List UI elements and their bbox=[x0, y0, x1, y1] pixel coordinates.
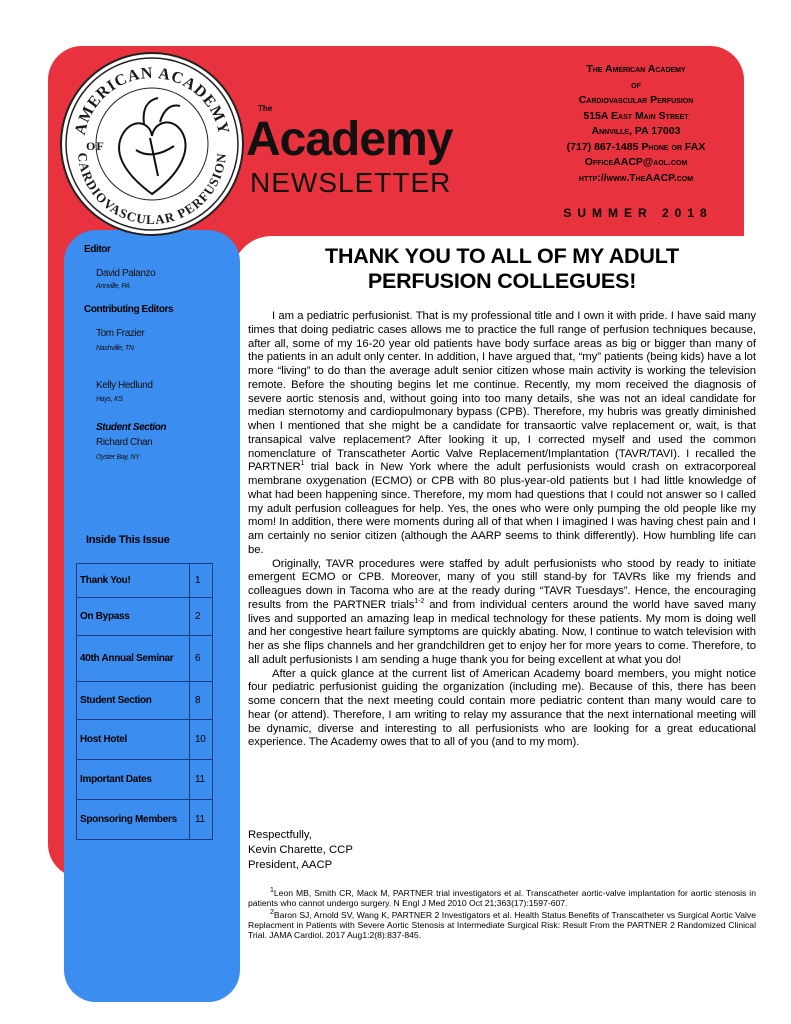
address-city: Annville, PA 17003 bbox=[591, 125, 681, 137]
seal-bottom-text: CARDIOVASCULAR PERFUSION bbox=[74, 151, 230, 228]
signoff-closing: Respectfully, bbox=[248, 829, 312, 841]
signature-block bbox=[248, 828, 353, 873]
student-section-heading: Student Section bbox=[96, 422, 167, 433]
toc-label[interactable]: On Bypass bbox=[77, 598, 190, 636]
student-editor-location: Oyster Bay, NY bbox=[96, 454, 140, 461]
table-of-contents bbox=[76, 563, 213, 840]
address-website: http://www.TheAACP.com bbox=[578, 171, 694, 184]
article-paragraph bbox=[248, 558, 756, 668]
toc-page: 10 bbox=[190, 720, 213, 760]
contributor-location: Nashville, TN bbox=[96, 345, 134, 352]
footnote bbox=[248, 888, 756, 908]
masthead-academy-title: Academy bbox=[246, 113, 453, 166]
toc-row[interactable] bbox=[77, 564, 213, 598]
heart-illustration bbox=[119, 98, 185, 194]
toc-row[interactable] bbox=[77, 682, 213, 720]
address-line-1: The American Academy bbox=[586, 63, 686, 75]
contributor-name: Kelly Hedlund bbox=[96, 380, 153, 391]
issue-season: SUMMER 2018 bbox=[563, 206, 713, 220]
paragraph-text: Originally, TAVR procedures were staffed by adult perfusionists who stood by ready to initiate emergent ECMO or CPB. Moreover, many of you still stand-by for TAVRs like my friends and colleagues down in Tacoma who are at the ready during “TAVR Tuesdays”. Hence, the encouraging results from the PARTNER trials bbox=[248, 557, 756, 611]
address-line-2: of bbox=[631, 78, 641, 91]
article-title bbox=[270, 244, 734, 294]
seal-top-text: AMERICAN ACADEMY bbox=[71, 64, 233, 137]
footnote-number: 2 bbox=[270, 909, 274, 917]
paragraph-text: I am a pediatric perfusionist. That is my professional title and I own it with pride. I have said many times that doing pediatric cases allows me to practice the full range of perfusion techniques because, after all, some of my 16-20 year old patients have body surface areas as big or bigger than many of the patients in an adult only center. In addition, I have argued that, “my” patients (being kids) have a lot more “living” to do than the average adult senior citizen whose main activity is working the television remote. Before the shouting begins let me continue. Recently, my mom received the diagnosis of severe aortic stenosis and, without going into too many details, she was not an ideal candidate for median sternotomy and cardiopulmonary bypass (CPB). Therefore, my hubris was greatly diminished when I mentioned that she might be a candidate for transaortic valve replacement or, wait, is that transapical valve replacement? After looking it up, I corrected myself and used the common nomenclature of Transcatheter Aortic Valve Replacement/Implantation (TAVR/TAVI). I recalled the PARTNER bbox=[248, 310, 756, 474]
organization-address-block bbox=[536, 62, 736, 186]
contributor-name: Tom Frazier bbox=[96, 328, 145, 339]
toc-label[interactable]: Sponsoring Members bbox=[77, 800, 190, 840]
toc-label[interactable]: Important Dates bbox=[77, 760, 190, 800]
contributor-location: Hays, KS bbox=[96, 396, 123, 403]
address-line-3: Cardiovascular Perfusion bbox=[578, 94, 694, 106]
address-phone: (717) 867-1485 Phone or FAX bbox=[566, 140, 706, 153]
address-email: OfficeAACP@aol.com bbox=[584, 156, 688, 168]
address-street: 515A East Main Street bbox=[583, 109, 689, 122]
toc-page: 8 bbox=[190, 682, 213, 720]
toc-label[interactable]: Student Section bbox=[77, 682, 190, 720]
inside-this-issue-heading: Inside This Issue bbox=[86, 534, 170, 546]
article-body bbox=[248, 310, 756, 750]
article-paragraph: After a quick glance at the current list of American Academy board members, you might notice four pediatric perfusionist guiding the organization (including me). Because of this, there has been some concern that the next meeting could contain more pediatric content than many would care to hear (or attend). Therefore, I am writing to relay my assurance that the next international meeting will be dynamic, diverse and interesting to all perfusionists who are looking for a great educational experience. The Academy owes that to all of you (and to my mom). bbox=[248, 667, 756, 749]
academy-seal-logo bbox=[60, 52, 244, 236]
toc-row[interactable] bbox=[77, 636, 213, 682]
toc-page: 6 bbox=[190, 636, 213, 682]
editor-location: Annville, PA bbox=[96, 283, 130, 290]
toc-page: 1 bbox=[190, 564, 213, 598]
toc-page: 2 bbox=[190, 598, 213, 636]
paragraph-text: trial back in New York where the adult perfusionists would crash on extracorporeal membrane oxygenation (ECMO) or CPB with 80 plus-year-old patients but I had little knowledge of what had been happening since. Therefore, my mom had questions that I could not answer so I called my adult perfusion colleagues for help. Yes, the ones who were only pumping the old people like my mom! In addition, there were moments during all of that when I imagined I was having chest pain and I am certainly no senior citizen (although the AARP seems to think differently). How humbling life can be. bbox=[248, 461, 756, 556]
contributing-editors-heading: Contributing Editors bbox=[84, 304, 174, 315]
footnote bbox=[248, 910, 756, 940]
toc-label[interactable]: Thank You! bbox=[77, 564, 190, 598]
toc-row[interactable] bbox=[77, 760, 213, 800]
article-title-line: THANK YOU TO ALL OF MY ADULT bbox=[325, 244, 679, 268]
footnotes bbox=[248, 888, 756, 942]
toc-row[interactable] bbox=[77, 720, 213, 760]
toc-row[interactable] bbox=[77, 800, 213, 840]
toc-page: 11 bbox=[190, 760, 213, 800]
seal-of-text: OF bbox=[86, 139, 105, 153]
signoff-name: Kevin Charette, CCP bbox=[248, 844, 353, 856]
masthead-newsletter-title: NEWSLETTER bbox=[250, 167, 452, 198]
toc-label[interactable]: Host Hotel bbox=[77, 720, 190, 760]
toc-label[interactable]: 40th Annual Seminar bbox=[77, 636, 190, 682]
seal-graphic bbox=[62, 54, 242, 234]
footnote-ref: 1 bbox=[300, 460, 305, 468]
article-paragraph bbox=[248, 310, 756, 558]
toc-page: 11 bbox=[190, 800, 213, 840]
article-title-line: PERFUSION COLLEGUES! bbox=[367, 269, 637, 293]
student-editor-name: Richard Chan bbox=[96, 437, 153, 448]
footnote-ref: 1-2 bbox=[414, 597, 425, 605]
editor-heading: Editor bbox=[84, 244, 111, 255]
footnote-text: Baron SJ, Arnold SV, Wang K, PARTNER 2 Investigators et al. Health Status Benefits of Transcatheter vs Surgical Aortic Valve Replacment in Patients with Severe Aortic Stenosis at Intermediate Surgical Risk: Result From the PARTNER 2 Randomized Clinical Trial. JAMA Cardiol. 2017 Aug1:2(8):837-845. bbox=[248, 910, 756, 940]
toc-row[interactable] bbox=[77, 598, 213, 636]
signoff-title: President, AACP bbox=[248, 859, 333, 871]
masthead-the: The bbox=[258, 104, 273, 113]
editor-name: David Palanzo bbox=[96, 268, 156, 279]
footnote-number: 1 bbox=[270, 887, 274, 895]
paragraph-text: and from individual centers around the world have saved many lives and supported an amazing leap in medical technology for these patients. My mom is doing well and her congestive heart failure symptoms are quickly abating. Now, I continue to watch television with her as she flips channels and her grandchildren get to enjoy her for more years to come. Therefore, to all adult perfusionists I am sending a huge thank you for being excellent at what you do! bbox=[248, 598, 756, 666]
footnote-text: Leon MB, Smith CR, Mack M, PARTNER trial investigators et al. Transcatheter aortic-valve implantation for aortic stenosis in patients who cannot undergo surgery. N Engl J Med 2010 Oct 21;363(17):1597-607. bbox=[248, 888, 756, 908]
